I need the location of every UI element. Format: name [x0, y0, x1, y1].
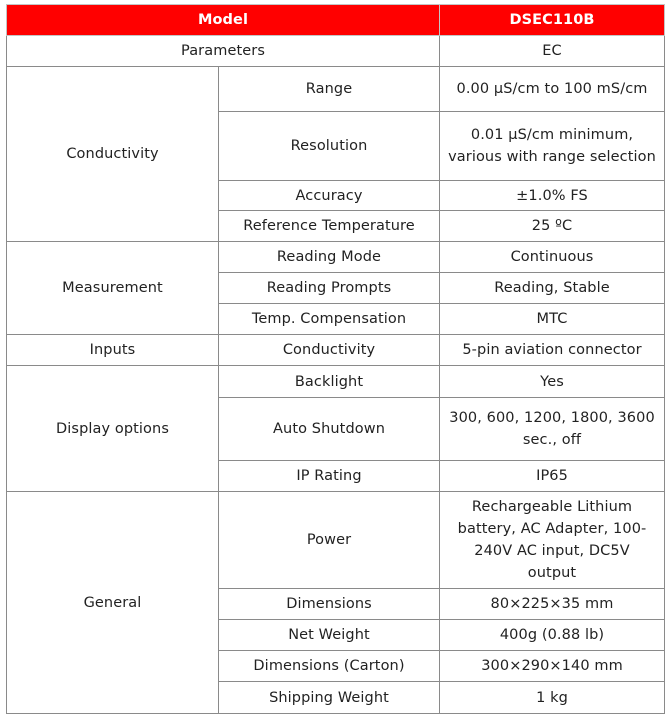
- row-label: Reading Mode: [219, 242, 440, 273]
- header-row: [7, 5, 665, 36]
- row-value: Yes: [440, 366, 665, 398]
- row-value: Rechargeable Lithium battery, AC Adapter, 100-240V AC input, DC5V output: [440, 492, 665, 589]
- row-label: Accuracy: [219, 181, 440, 211]
- row-label: IP Rating: [219, 461, 440, 492]
- row-label: Conductivity: [219, 335, 440, 366]
- parameters-label: Parameters: [7, 36, 440, 67]
- parameters-value: EC: [440, 36, 665, 67]
- group-conductivity: Conductivity: [7, 67, 219, 242]
- row-label: Range: [219, 67, 440, 112]
- row-value: 80×225×35 mm: [440, 589, 665, 620]
- row-value: MTC: [440, 304, 665, 335]
- row-label: Auto Shutdown: [219, 398, 440, 461]
- table-row: [7, 67, 665, 112]
- table-row: [7, 242, 665, 273]
- row-label: Resolution: [219, 112, 440, 181]
- row-label: Net Weight: [219, 620, 440, 651]
- group-general: General: [7, 492, 219, 714]
- row-label: Backlight: [219, 366, 440, 398]
- spec-table: [6, 4, 665, 714]
- model-value: DSEC110B: [440, 5, 665, 36]
- group-inputs: Inputs: [7, 335, 219, 366]
- table-row: [7, 366, 665, 398]
- row-value: 25 ºC: [440, 211, 665, 242]
- row-value: IP65: [440, 461, 665, 492]
- row-value: 0.01 µS/cm minimum, various with range selection: [440, 112, 665, 181]
- row-label: Shipping Weight: [219, 682, 440, 714]
- row-value: 0.00 µS/cm to 100 mS/cm: [440, 67, 665, 112]
- table-row: [7, 335, 665, 366]
- model-label: Model: [7, 5, 440, 36]
- row-label: Reading Prompts: [219, 273, 440, 304]
- row-label: Temp. Compensation: [219, 304, 440, 335]
- row-value: ±1.0% FS: [440, 181, 665, 211]
- group-measurement: Measurement: [7, 242, 219, 335]
- row-value: Continuous: [440, 242, 665, 273]
- row-label: Reference Temperature: [219, 211, 440, 242]
- row-value: 300, 600, 1200, 1800, 3600 sec., off: [440, 398, 665, 461]
- row-label: Dimensions: [219, 589, 440, 620]
- parameters-row: [7, 36, 665, 67]
- row-value: 300×290×140 mm: [440, 651, 665, 682]
- table-row: [7, 492, 665, 589]
- row-label: Power: [219, 492, 440, 589]
- group-display-options: Display options: [7, 366, 219, 492]
- row-value: 400g (0.88 lb): [440, 620, 665, 651]
- row-value: Reading, Stable: [440, 273, 665, 304]
- row-label: Dimensions (Carton): [219, 651, 440, 682]
- row-value: 1 kg: [440, 682, 665, 714]
- row-value: 5-pin aviation connector: [440, 335, 665, 366]
